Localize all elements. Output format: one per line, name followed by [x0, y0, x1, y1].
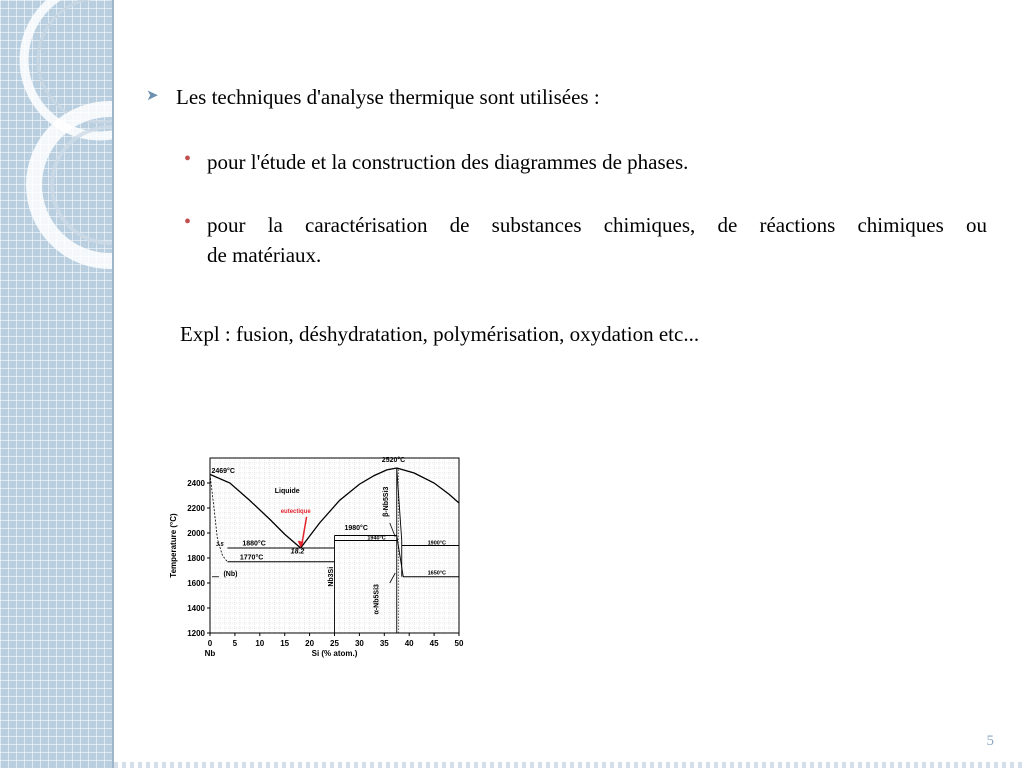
x-tick-label: 50: [454, 639, 464, 648]
x-tick-label: 35: [379, 639, 389, 648]
chart-annotation: 18.2: [290, 548, 305, 556]
y-axis-label: Temperature (°C): [169, 513, 178, 578]
y-tick-label: 1600: [187, 579, 205, 588]
chart-annotation: α-Nb5Si3: [373, 584, 381, 615]
y-tick-label: 1800: [187, 554, 205, 563]
chart-annotation: (Nb): [223, 571, 238, 579]
chart-annotation: eutectique: [280, 509, 311, 515]
chart-annotation: β-Nb5Si3: [382, 486, 390, 517]
chart-annotation: 1770°C: [239, 554, 264, 562]
bullet-dot-icon: •: [184, 211, 192, 233]
phase-boundary-line: [397, 468, 402, 546]
example-line: Expl : fusion, déshydratation, polymérisation, oxydation etc...: [180, 322, 700, 346]
x-tick-label: 30: [354, 639, 364, 648]
chart-annotation: 2469°C: [211, 468, 235, 475]
chart-annotation: 1880°C: [242, 540, 266, 548]
chart-annotation: 1940°C: [367, 535, 386, 542]
y-tick-label: 1400: [187, 604, 205, 613]
bullet-dot-icon: •: [184, 148, 192, 170]
arrow-bullet-icon: ➤: [146, 88, 159, 104]
x-tick-label: 0: [207, 639, 213, 648]
x-tick-label: 15: [280, 639, 290, 648]
y-tick-label: 2400: [187, 479, 205, 488]
sub-point-characterisation-cont: de matériaux.: [207, 243, 322, 267]
x-tick-label: 40: [404, 639, 414, 648]
x-tick-label: 20: [305, 639, 315, 648]
chart-annotation: 1980°C: [344, 524, 368, 532]
y-tick-label: 2000: [187, 529, 205, 538]
x-tick-label: 25: [330, 639, 339, 648]
chart-annotation: Nb3Si: [328, 566, 336, 587]
chart-annotation: 1900°C: [427, 540, 447, 547]
decorative-rings: [0, 0, 114, 768]
x-tick-label: 10: [255, 639, 265, 648]
chart-annotation: 2520°C: [381, 456, 406, 464]
y-tick-label: 2200: [187, 504, 205, 513]
nb-si-phase-diagram: [160, 450, 470, 670]
y-tick-label: 1200: [187, 629, 205, 638]
x-tick-label: 5: [232, 639, 238, 648]
sub-point-phase-diagrams: pour l'étude et la construction des diagrammes de phases.: [207, 150, 689, 174]
beta-arrow: [390, 523, 395, 537]
sub-point-characterisation: pour la caractérisation de substances chimiques, de réactions chimiques ou: [207, 213, 987, 237]
page-number: 5: [986, 733, 994, 749]
decorative-bottom-band: [114, 762, 1024, 768]
chart-annotation: 3.5: [215, 542, 224, 549]
x-origin-label: Nb: [204, 649, 216, 658]
decorative-sidebar: [0, 0, 114, 768]
x-axis-label: Si (% atom.): [311, 649, 358, 658]
x-tick-label: 45: [429, 639, 439, 648]
chart-annotation: 1650°C: [427, 570, 447, 577]
chart-annotation: Liquide: [274, 488, 300, 495]
main-point: Les techniques d'analyse thermique sont utilisées :: [176, 85, 600, 109]
